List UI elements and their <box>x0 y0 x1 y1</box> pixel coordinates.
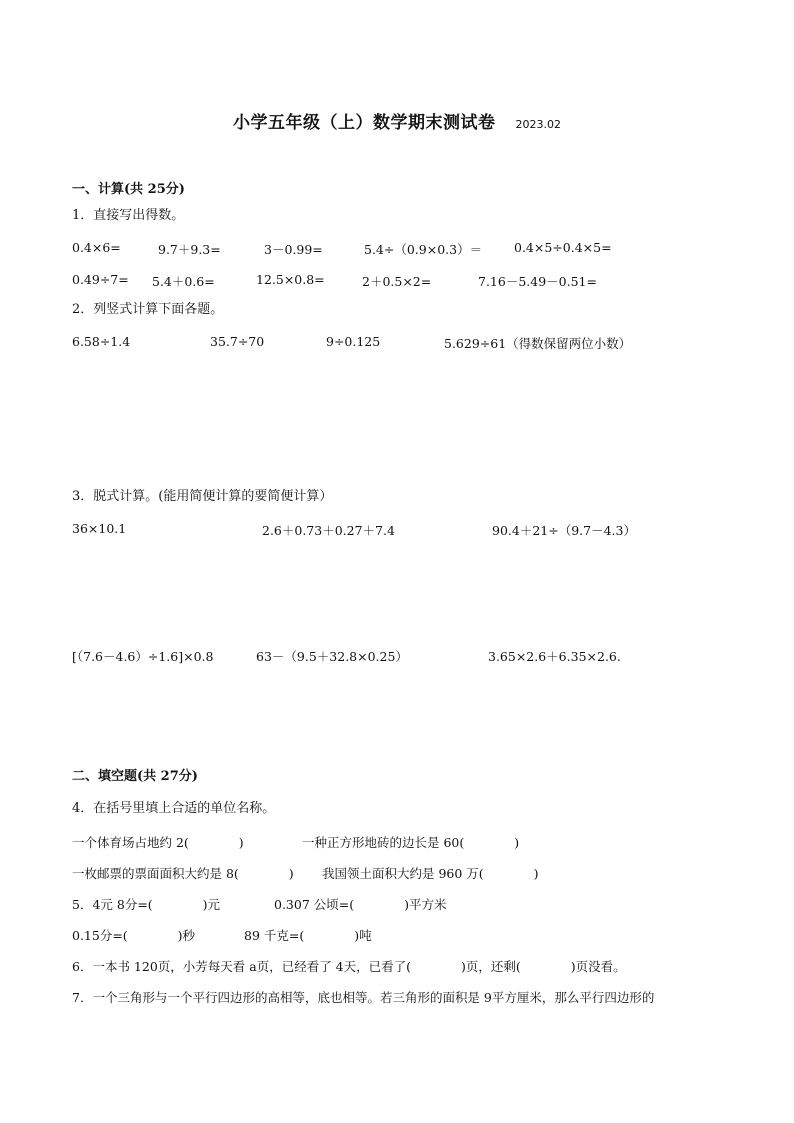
exam-title: 小学五年级（上）数学期末测试卷 <box>233 113 496 133</box>
q2-item-3: 9÷0.125 <box>326 334 381 349</box>
q4-row2-item-1: 一枚邮票的票面面积大约是 8( ) <box>72 866 294 881</box>
q5-row2-item-1: 0.15分=( )秒 <box>72 928 196 943</box>
q1-row1-item-4: 5.4÷（0.9×0.3）＝ <box>364 242 483 257</box>
q3-row2-item-3: 3.65×2.6＋6.35×2.6. <box>488 649 621 664</box>
q1-row2-item-5: 7.16－5.49－0.51= <box>478 274 597 289</box>
q7-text: 7．一个三角形与一个平行四边形的高相等，底也相等。若三角形的面积是 9平方厘米，那么平行四边形的 <box>72 990 655 1005</box>
q1-row1-item-3: 3－0.99= <box>264 242 323 257</box>
q4-row2-item-2: 我国领土面积大约是 960 万( ) <box>322 866 539 881</box>
q2-prompt: 2．列竖式计算下面各题。 <box>72 302 224 317</box>
q5-row2-item-2: 89 千克=( )吨 <box>244 928 372 943</box>
exam-title-block <box>0 108 794 133</box>
q4-row1-item-2: 一种正方形地砖的边长是 60( ) <box>302 835 520 850</box>
q2-item-1: 6.58÷1.4 <box>72 334 131 349</box>
q1-row2-item-4: 2＋0.5×2= <box>362 274 432 289</box>
q3-row1-item-1: 36×10.1 <box>72 521 127 536</box>
q1-row2-item-2: 5.4＋0.6= <box>152 274 215 289</box>
q1-row1-item-2: 9.7＋9.3= <box>158 242 221 257</box>
q1-prompt: 1．直接写出得数。 <box>72 208 185 223</box>
q5-row1-item-2: 0.307 公顷=( )平方米 <box>274 897 447 912</box>
q1-row1-item-5: 0.4×5÷0.4×5= <box>514 240 612 255</box>
q3-row2-item-2: 63－（9.5＋32.8×0.25） <box>256 649 408 664</box>
section-1-heading: 一、计算(共 25分) <box>72 182 185 197</box>
q3-row2-item-1: [（7.6－4.6）÷1.6]×0.8 <box>72 649 214 664</box>
q5-row1-item-1: 5．4元 8分=( )元 <box>72 897 221 912</box>
q1-row2-item-3: 12.5×0.8= <box>256 272 325 287</box>
q4-prompt: 4．在括号里填上合适的单位名称。 <box>72 801 276 816</box>
q3-prompt: 3．脱式计算。(能用简便计算的要简便计算） <box>72 489 333 504</box>
exam-date: 2023.02 <box>515 118 561 131</box>
q6-text: 6．一本书 120页，小芳每天看 a页，已经看了 4天，已看了( )页，还剩( )页没看。 <box>72 959 626 974</box>
q2-item-2: 35.7÷70 <box>210 334 265 349</box>
section-2-heading: 二、填空题(共 27分) <box>72 769 198 784</box>
q4-row1-item-1: 一个体育场占地约 2( ) <box>72 835 244 850</box>
q3-row1-item-2: 2.6＋0.73＋0.27＋7.4 <box>262 523 395 538</box>
q1-row2-item-1: 0.49÷7= <box>72 272 129 287</box>
q2-item-4: 5.629÷61（得数保留两位小数） <box>444 336 632 351</box>
q1-row1-item-1: 0.4×6= <box>72 240 121 255</box>
q3-row1-item-3: 90.4＋21÷（9.7－4.3） <box>492 523 636 538</box>
